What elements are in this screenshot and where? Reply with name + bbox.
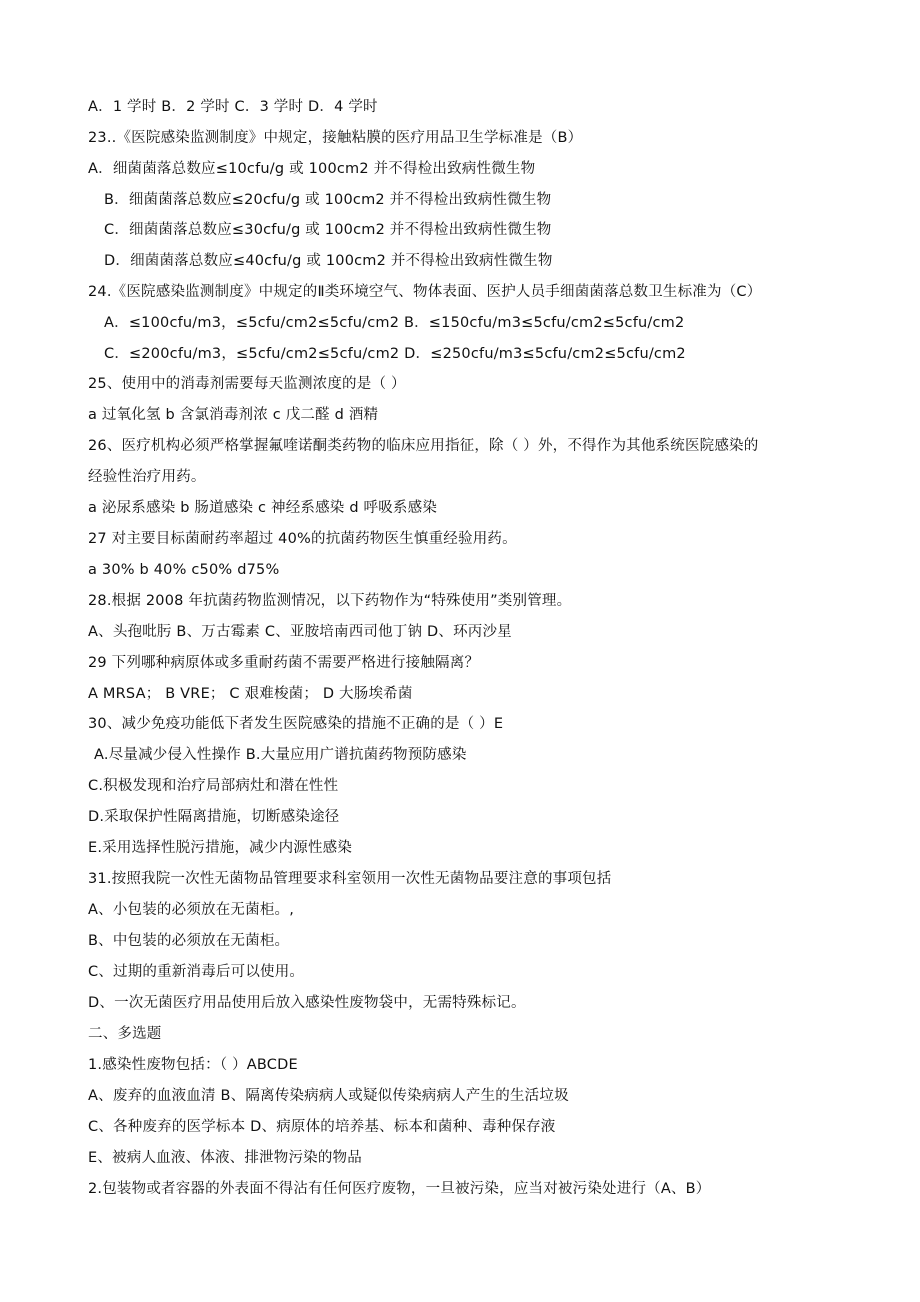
text-line: A.尽量减少侵入性操作 B.大量应用广谱抗菌药物预防感染 bbox=[94, 747, 467, 763]
text-line: 经验性治疗用药。 bbox=[88, 469, 206, 485]
text-line: 29 下列哪种病原体或多重耐药菌不需要严格进行接触隔离？ bbox=[88, 655, 480, 671]
text-line: C.积极发现和治疗局部病灶和潜在性性 bbox=[88, 778, 339, 794]
text-line: a 泌尿系感染 b 肠道感染 c 神经系感染 d 呼吸系感染 bbox=[88, 500, 438, 516]
text-line: A．1 学时 B．2 学时 C．3 学时 D．4 学时 bbox=[88, 99, 378, 115]
text-line: D.采取保护性隔离措施，切断感染途径 bbox=[88, 809, 340, 825]
text-line: A MRSA； B VRE； C 艰难梭菌； D 大肠埃希菌 bbox=[88, 686, 413, 702]
text-line: 23..《医院感染监测制度》中规定，接触粘膜的医疗用品卫生学标准是（B） bbox=[88, 130, 583, 146]
text-line: C、各种废弃的医学标本 D、病原体的培养基、标本和菌种、毒种保存液 bbox=[88, 1119, 556, 1135]
text-line: C．细菌菌落总数应≤30cfu/g 或 100cm2 并不得检出致病性微生物 bbox=[104, 222, 552, 238]
text-line: B．细菌菌落总数应≤20cfu/g 或 100cm2 并不得检出致病性微生物 bbox=[104, 192, 552, 208]
text-line: C、过期的重新消毒后可以使用。 bbox=[88, 964, 305, 980]
text-line: 2.包装物或者容器的外表面不得沾有任何医疗废物，一旦被污染，应当对被污染处进行（A、B） bbox=[88, 1181, 711, 1197]
text-line: 25、使用中的消毒剂需要每天监测浓度的是（ ） bbox=[88, 376, 406, 392]
section-heading: 二、多选题 bbox=[88, 1026, 162, 1042]
text-line: 24.《医院感染监测制度》中规定的Ⅱ类环境空气、物体表面、医护人员手细菌菌落总数卫生标准为（C） bbox=[88, 284, 762, 300]
text-line: 1.感染性废物包括：（ ）ABCDE bbox=[88, 1057, 298, 1073]
text-line: 26、医疗机构必须严格掌握氟喹诺酮类药物的临床应用指征，除（ ）外，不得作为其他系统医院感染的 bbox=[88, 438, 759, 454]
text-line: 30、减少免疫功能低下者发生医院感染的措施不正确的是（ ）E bbox=[88, 716, 504, 732]
text-line: a 30% b 40% c50% d75% bbox=[88, 562, 280, 578]
text-line: a 过氧化氢 b 含氯消毒剂浓 c 戊二醛 d 酒精 bbox=[88, 407, 379, 423]
text-line: B、中包装的必须放在无菌柜。 bbox=[88, 933, 290, 949]
text-line: 27 对主要目标菌耐药率超过 40%的抗菌药物医生慎重经验用药。 bbox=[88, 531, 517, 547]
text-line: A、小包装的必须放在无菌柜。, bbox=[88, 902, 295, 918]
text-line: 28.根据 2008 年抗菌药物监测情况，以下药物作为“特殊使用”类别管理。 bbox=[88, 593, 572, 609]
text-line: A．细菌菌落总数应≤10cfu/g 或 100cm2 并不得检出致病性微生物 bbox=[88, 161, 536, 177]
text-line: C．≤200cfu/m3，≤5cfu/cm2≤5cfu/cm2 D．≤250cfu/m3≤5cfu/cm2≤5cfu/cm2 bbox=[104, 346, 686, 362]
text-line: E、被病人血液、体液、排泄物污染的物品 bbox=[88, 1150, 362, 1166]
text-line: A、头孢吡肟 B、万古霉素 C、亚胺培南西司他丁钠 D、环丙沙星 bbox=[88, 624, 512, 640]
text-line: E.采用选择性脱污措施，减少内源性感染 bbox=[88, 840, 353, 856]
text-line: A、废弃的血液血清 B、隔离传染病病人或疑似传染病病人产生的生活垃圾 bbox=[88, 1088, 569, 1104]
text-line: A．≤100cfu/m3，≤5cfu/cm2≤5cfu/cm2 B．≤150cfu/m3≤5cfu/cm2≤5cfu/cm2 bbox=[104, 315, 685, 331]
text-line: D、一次无菌医疗用品使用后放入感染性废物袋中，无需特殊标记。 bbox=[88, 995, 526, 1011]
text-line: 31.按照我院一次性无菌物品管理要求科室领用一次性无菌物品要注意的事项包括 bbox=[88, 871, 612, 887]
text-line: D．细菌菌落总数应≤40cfu/g 或 100cm2 并不得检出致病性微生物 bbox=[104, 253, 553, 269]
